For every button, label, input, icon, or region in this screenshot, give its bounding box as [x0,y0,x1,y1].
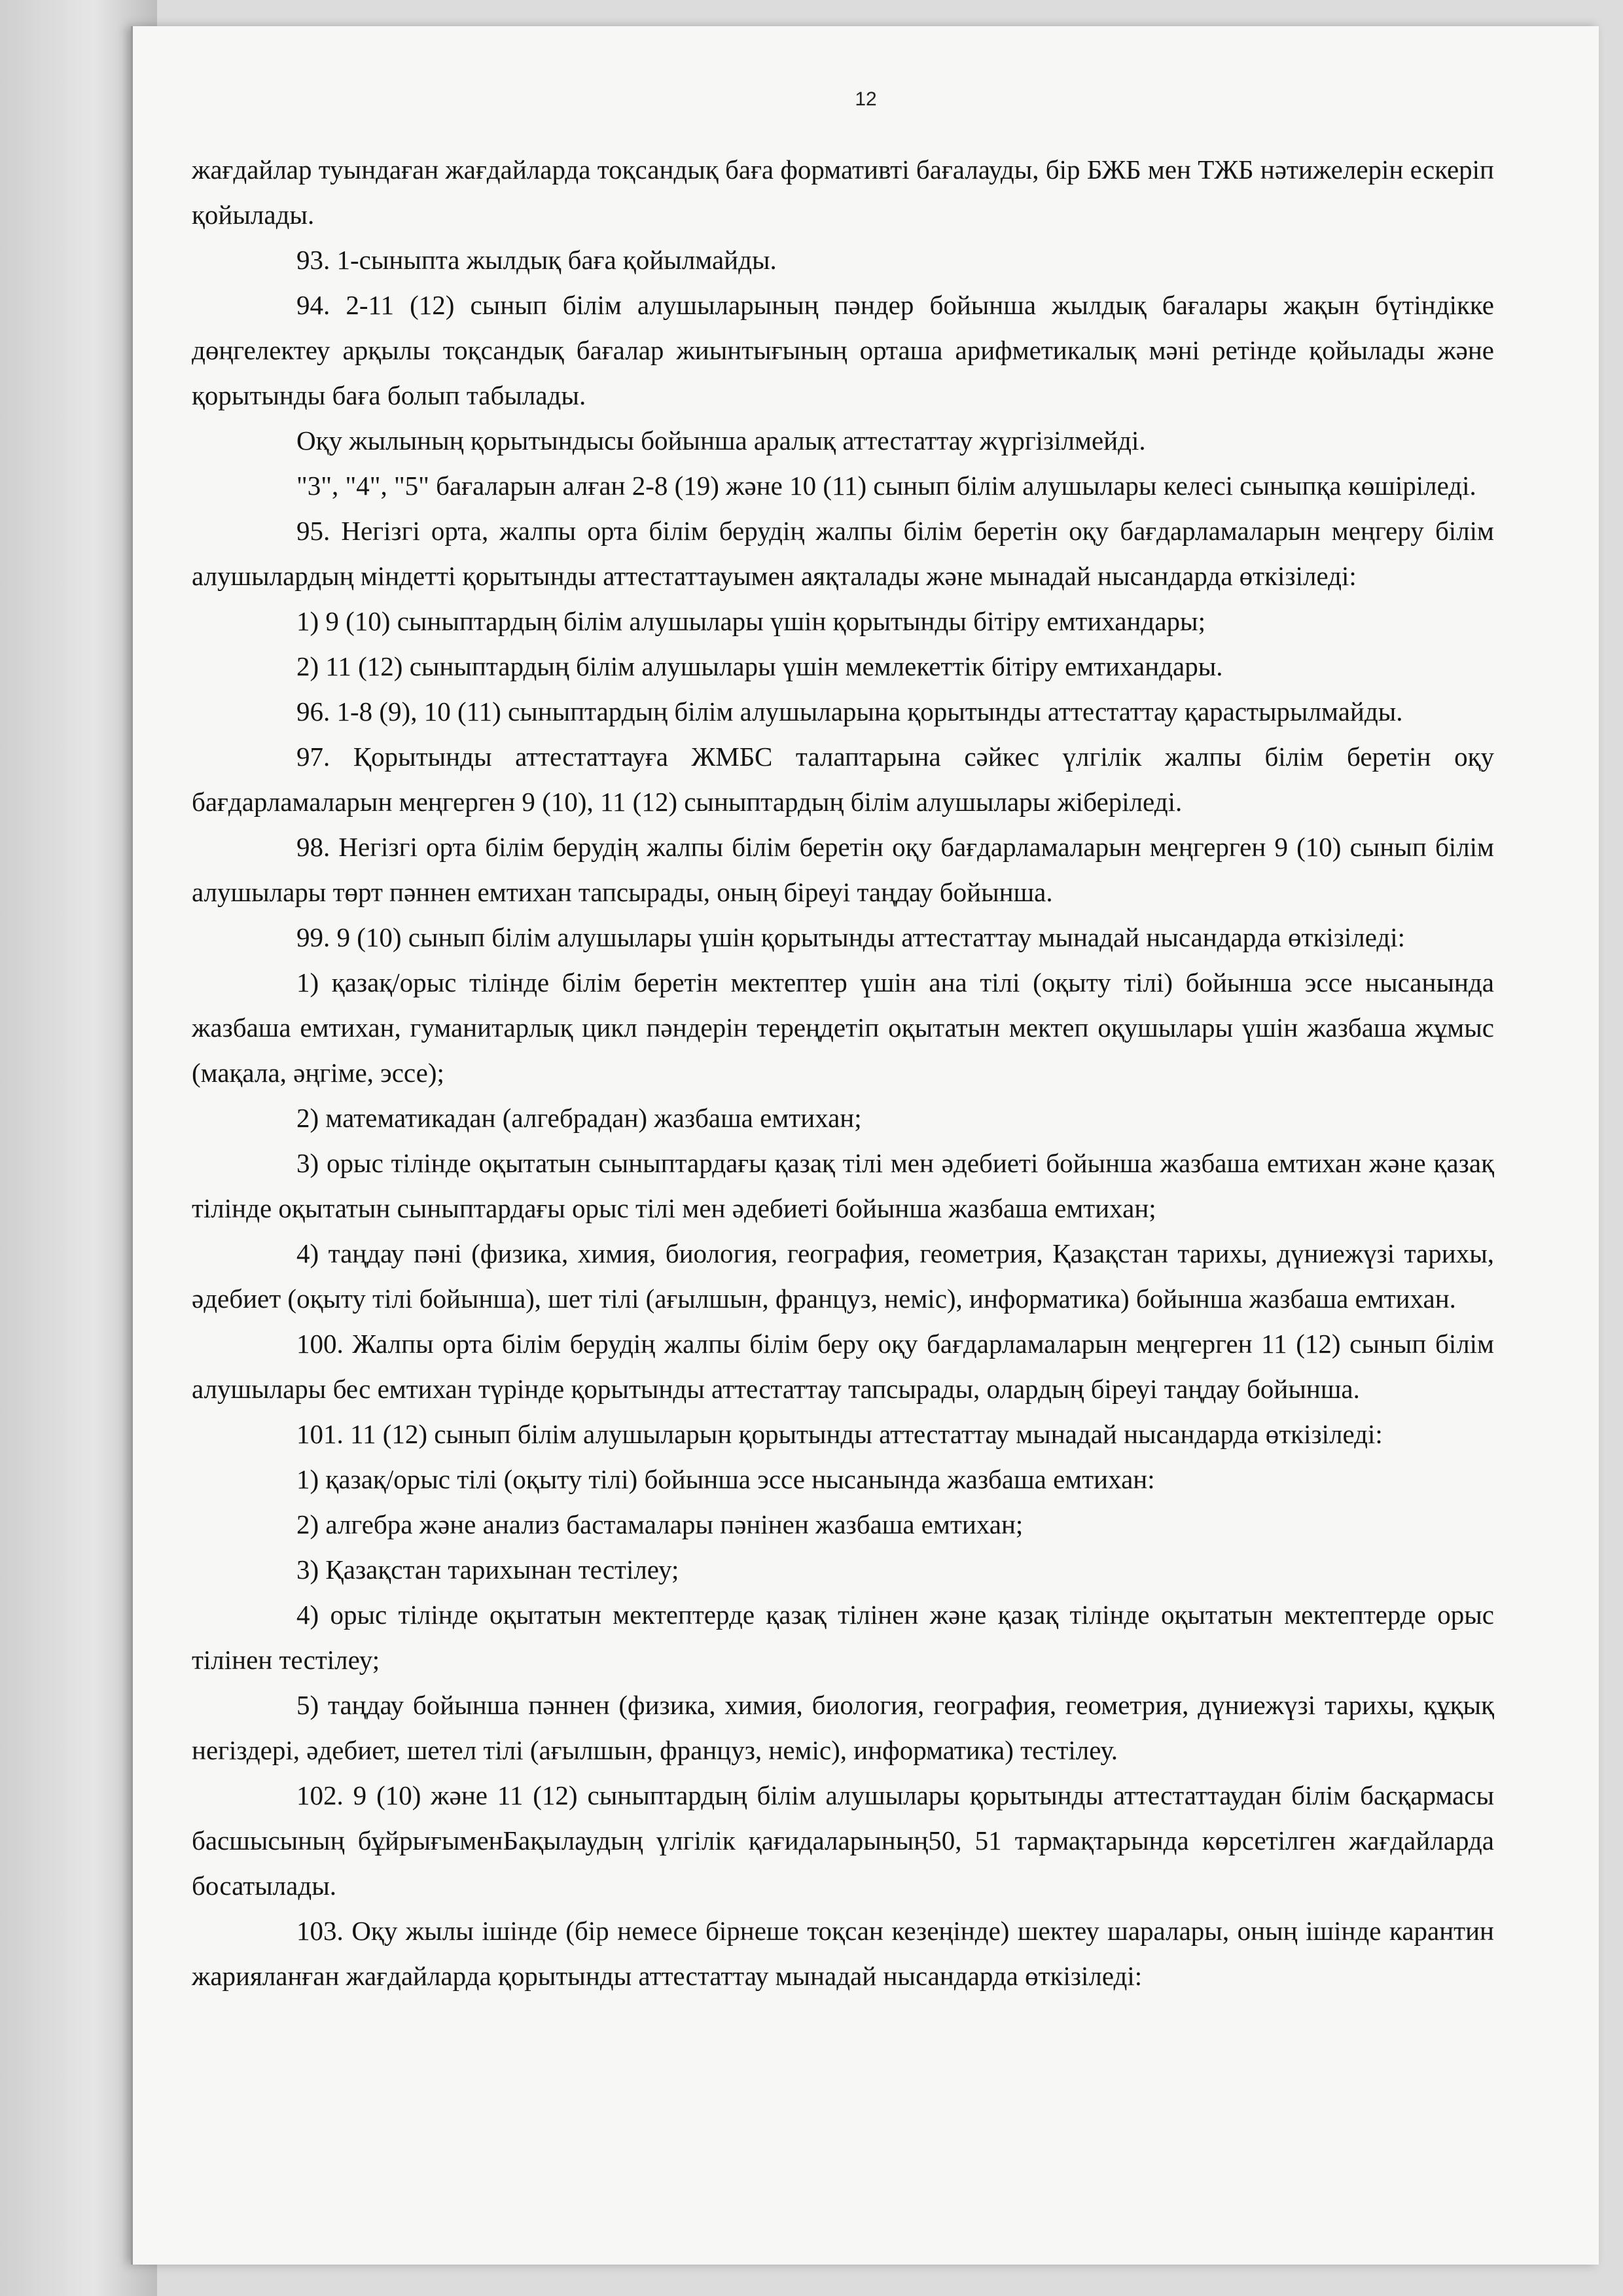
list-item-99-3: 3) орыс тілінде оқытатын сыныптардағы қазақ тілі мен әдебиеті бойынша жазбаша емтихан және қазақ тілінде оқытатын сыныптардағы орыс тілі мен әдебиеті бойынша жазбаша емтихан; [192,1148,1494,1223]
list-item-99-2: 2) математикадан (алгебрадан) жазбаша емтихан; [296,1103,862,1133]
paragraph-no-attestation: Оқу жылының қорытындысы бойынша аралық аттестаттау жүргізілмейді. [296,425,1146,456]
paragraph-promotion: "3", "4", "5" бағаларын алған 2-8 (19) және 10 (11) сынып білім алушылары келесі сыныпқа көшіріледі. [296,471,1476,501]
paragraph-97: 97. Қорытынды аттестаттауға ЖМБС талаптарына сәйкес үлгілік жалпы білім беретін оқу бағдарламаларын меңгерген 9 (10), 11 (12) сыныптардың білім алушылары жіберіледі. [192,742,1494,817]
list-item-99-1: 1) қазақ/орыс тілінде білім беретін мектептер үшін ана тілі (оқыту тілі) бойынша эссе нысанында жазбаша емтихан, гуманитарлық цикл пәндерін тереңдетіп оқытатын мектеп оқушылары үшін жазбаша жұмыс (мақала, әңгіме, эссе); [192,967,1494,1088]
list-item-95-2: 2) 11 (12) сыныптардың білім алушылары үшін мемлекеттік бітіру емтихандары. [296,651,1223,681]
page-body [192,147,1494,1999]
list-item-99-4: 4) таңдау пәні (физика, химия, биология, география, геометрия, Қазақстан тарихы, дүниежүзі тарихы, әдебиет (оқыту тілі бойынша), шет тілі (ағылшын, француз, неміс), информатика) бойынша жазбаша емтихан. [192,1238,1494,1314]
page-number: 12 [855,88,877,110]
list-item-101-3: 3) Қазақстан тарихынан тестілеу; [296,1554,679,1585]
list-item-101-4: 4) орыс тілінде оқытатын мектептерде қазақ тілінен және қазақ тілінде оқытатын мектептерде орыс тілінен тестілеу; [192,1600,1494,1675]
paragraph-95: 95. Негізгі орта, жалпы орта білім берудің жалпы білім беретін оқу бағдарламаларын меңгеру білім алушылардың міндетті қорытынды аттестаттауымен аяқталады және мынадай нысандарда өткізіледі: [192,516,1494,591]
paragraph-103: 103. Оқу жылы ішінде (бір немесе бірнеше тоқсан кезеңінде) шектеу шаралары, оның ішінде карантин жарияланған жағдайларда қорытынды аттестаттау мынадай нысандарда өткізіледі: [192,1916,1494,1991]
paragraph-100: 100. Жалпы орта білім берудің жалпы білім беру оқу бағдарламаларын меңгерген 11 (12) сынып білім алушылары бес емтихан түрінде қорытынды аттестаттау тапсырады, олардың біреуі таңдау бойынша. [192,1329,1494,1404]
paragraph-93: 93. 1-сыныпта жылдық баға қойылмайды. [296,245,777,275]
list-item-95-1: 1) 9 (10) сыныптардың білім алушылары үшін қорытынды бітіру емтихандары; [296,606,1205,636]
paragraph-99: 99. 9 (10) сынып білім алушылары үшін қорытынды аттестаттау мынадай нысандарда өткізіледі: [296,922,1406,952]
list-item-101-2: 2) алгебра және анализ бастамалары пәнінен жазбаша емтихан; [296,1509,1024,1539]
paragraph-101: 101. 11 (12) сынып білім алушыларын қорытынды аттестаттау мынадай нысандарда өткізіледі: [296,1419,1383,1449]
list-item-101-1: 1) қазақ/орыс тілі (оқыту тілі) бойынша эссе нысанында жазбаша емтихан: [296,1464,1155,1494]
paragraph-98: 98. Негізгі орта білім берудің жалпы білім беретін оқу бағдарламаларын меңгерген 9 (10) сынып білім алушылары төрт пәннен емтихан тапсырады, оның біреуі таңдау бойынша. [192,832,1494,907]
paragraph-102: 102. 9 (10) және 11 (12) сыныптардың білім алушылары қорытынды аттестаттаудан білім басқармасы басшысының бұйрығыменБақылаудың үлгілік қағидаларының50, 51 тармақтарында көрсетілген жағдайларда босатылады. [192,1780,1494,1901]
list-item-101-5: 5) таңдау бойынша пәннен (физика, химия, биология, география, геометрия, дүниежүзі тарихы, құқық негіздері, әдебиет, шетел тілі (ағылшын, француз, неміс), информатика) тестілеу. [192,1690,1494,1765]
paragraph-94: 94. 2-11 (12) сынып білім алушыларының пәндер бойынша жылдық бағалары жақын бүтіндікке дөңгелектеу арқылы тоқсандық бағалар жиынтығының орташа арифметикалық мәні ретінде қойылады және қорытынды баға болып табылады. [192,290,1494,410]
document-page [131,26,1599,2265]
paragraph-96: 96. 1-8 (9), 10 (11) сыныптардың білім алушыларына қорытынды аттестаттау қарастырылмайды. [296,696,1403,726]
paragraph-continuation: жағдайлар туындаған жағдайларда тоқсандық баға формативті бағалауды, бір БЖБ мен ТЖБ нәтижелерін ескеріп қойылады. [192,154,1494,230]
